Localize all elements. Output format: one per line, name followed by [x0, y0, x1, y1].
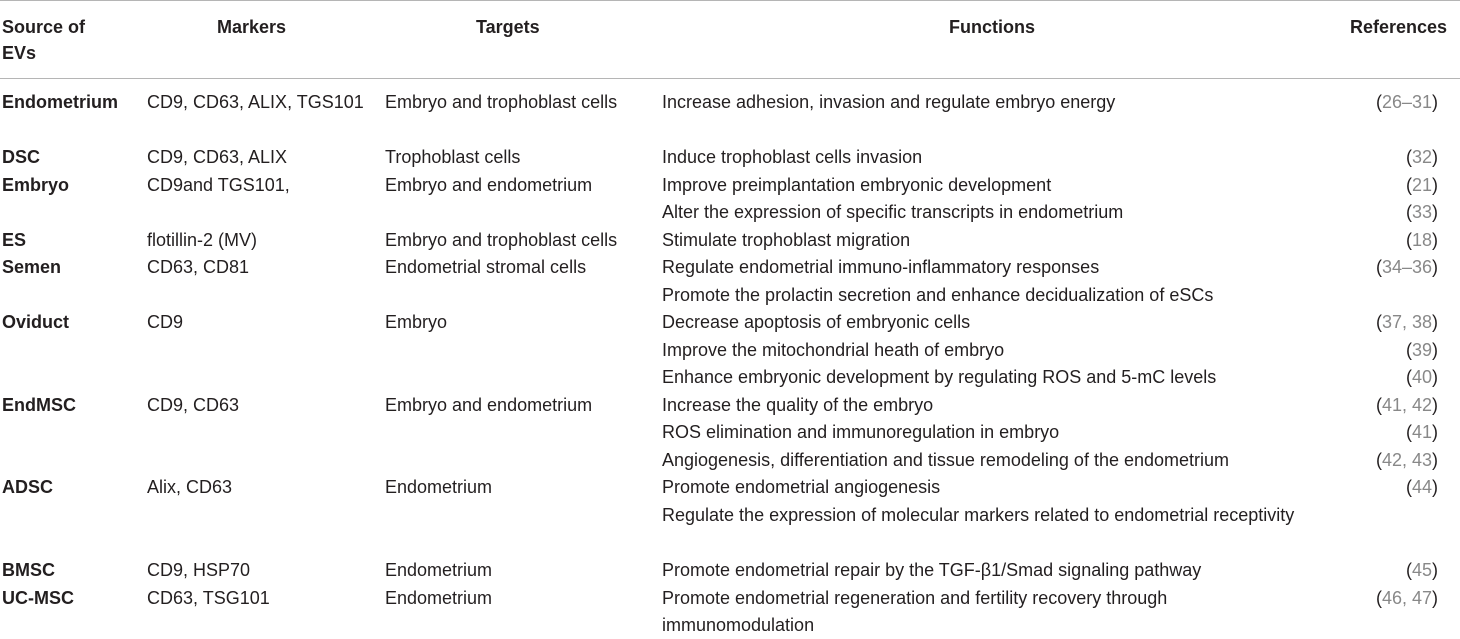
cell-references: (39)	[1405, 340, 1438, 360]
cell-function: Induce trophoblast cells invasion	[662, 147, 923, 167]
table-header	[0, 0, 1460, 78]
header-rule	[0, 78, 1460, 79]
header-markers: Markers	[217, 17, 287, 37]
cell-targets: Endometrium	[385, 477, 493, 497]
reference-numbers[interactable]: 39	[1411, 340, 1432, 360]
cell-source: Embryo	[2, 175, 70, 195]
cell-source: UC-MSC	[2, 588, 74, 608]
cell-references: (34–36)	[1375, 257, 1438, 277]
cell-function: ROS elimination and immunoregulation in embryo	[662, 422, 1060, 442]
cell-function: Enhance embryonic development by regulating ROS and 5-mC levels	[662, 367, 1217, 387]
cell-source: EndMSC	[2, 395, 76, 415]
cell-markers: flotillin-2 (MV)	[147, 230, 258, 250]
cell-source: DSC	[2, 147, 41, 167]
reference-numbers[interactable]: 41	[1411, 422, 1432, 442]
reference-numbers[interactable]: 42, 43	[1381, 450, 1432, 470]
reference-numbers[interactable]: 45	[1411, 560, 1432, 580]
cell-function: Stimulate trophoblast migration	[662, 230, 911, 250]
cell-source: ADSC	[2, 477, 54, 497]
cell-function: Promote endometrial repair by the TGF-β1/Smad signaling pathway	[662, 560, 1202, 580]
reference-numbers[interactable]: 32	[1411, 147, 1432, 167]
cell-markers: Alix, CD63	[147, 477, 233, 497]
cell-function: Regulate the expression of molecular markers related to endometrial receptivity	[662, 505, 1295, 525]
cell-references: (41, 42)	[1375, 395, 1438, 415]
cell-targets: Endometrium	[385, 588, 493, 608]
reference-numbers[interactable]: 26–31	[1381, 92, 1432, 112]
cell-source: BMSC	[2, 560, 55, 580]
cell-references: (41)	[1405, 422, 1438, 442]
cell-references: (21)	[1405, 175, 1438, 195]
cell-targets: Embryo and trophoblast cells	[385, 230, 618, 250]
cell-targets: Embryo and endometrium	[385, 395, 593, 415]
cell-targets: Embryo	[385, 312, 448, 332]
cell-function: Increase the quality of the embryo	[662, 395, 934, 415]
reference-numbers[interactable]: 37, 38	[1381, 312, 1432, 332]
cell-function: Increase adhesion, invasion and regulate embryo energy	[662, 92, 1116, 112]
cell-markers: CD9, CD63	[147, 395, 240, 415]
reference-numbers[interactable]: 34–36	[1381, 257, 1432, 277]
cell-markers: CD9, CD63, ALIX, TGS101	[147, 92, 364, 112]
cell-function: Improve the mitochondrial heath of embryo	[662, 340, 1005, 360]
cell-function: Regulate endometrial immuno-inflammatory responses	[662, 257, 1100, 277]
cell-function: Promote endometrial regeneration and fertility recovery through immunomodulation	[662, 588, 1168, 635]
header-source: Source of EVs	[2, 17, 86, 63]
cell-source: ES	[2, 230, 27, 250]
cell-references: (26–31)	[1375, 92, 1438, 112]
cell-references: (42, 43)	[1375, 450, 1438, 470]
cell-references: (45)	[1405, 560, 1438, 580]
cell-function: Promote the prolactin secretion and enhance decidualization of eSCs	[662, 285, 1214, 305]
reference-numbers[interactable]: 33	[1411, 202, 1432, 222]
reference-numbers[interactable]: 41, 42	[1381, 395, 1432, 415]
cell-function: Promote endometrial angiogenesis	[662, 477, 941, 497]
reference-numbers[interactable]: 21	[1411, 175, 1432, 195]
cell-markers: CD63, CD81	[147, 257, 250, 277]
cell-function: Angiogenesis, differentiation and tissue remodeling of the endometrium	[662, 450, 1230, 470]
cell-function: Decrease apoptosis of embryonic cells	[662, 312, 971, 332]
reference-numbers[interactable]: 40	[1411, 367, 1432, 387]
cell-targets: Embryo and trophoblast cells	[385, 92, 618, 112]
cell-targets: Endometrium	[385, 560, 493, 580]
cell-references: (32)	[1405, 147, 1438, 167]
cell-targets: Embryo and endometrium	[385, 175, 593, 195]
cell-references: (40)	[1405, 367, 1438, 387]
cell-references: (44)	[1405, 477, 1438, 497]
cell-references: (46, 47)	[1375, 588, 1438, 608]
cell-source: Oviduct	[2, 312, 70, 332]
cell-source: Semen	[2, 257, 62, 277]
cell-markers: CD9, CD63, ALIX	[147, 147, 288, 167]
cell-markers: CD9, HSP70	[147, 560, 251, 580]
cell-targets: Endometrial stromal cells	[385, 257, 587, 277]
cell-markers: CD9and TGS101,	[147, 175, 290, 195]
reference-numbers[interactable]: 18	[1411, 230, 1432, 250]
cell-references: (33)	[1405, 202, 1438, 222]
cell-markers: CD63, TSG101	[147, 588, 270, 608]
cell-source: Endometrium	[2, 92, 119, 112]
cell-function: Alter the expression of specific transcripts in endometrium	[662, 202, 1124, 222]
header-references: References	[1350, 17, 1448, 37]
reference-numbers[interactable]: 44	[1411, 477, 1432, 497]
header-targets: Targets	[476, 17, 540, 37]
cell-targets: Trophoblast cells	[385, 147, 521, 167]
cell-markers: CD9	[147, 312, 184, 332]
header-functions: Functions	[949, 17, 1035, 37]
cell-references: (37, 38)	[1375, 312, 1438, 332]
cell-function: Improve preimplantation embryonic development	[662, 175, 1052, 195]
cell-references: (18)	[1405, 230, 1438, 250]
reference-numbers[interactable]: 46, 47	[1381, 588, 1432, 608]
